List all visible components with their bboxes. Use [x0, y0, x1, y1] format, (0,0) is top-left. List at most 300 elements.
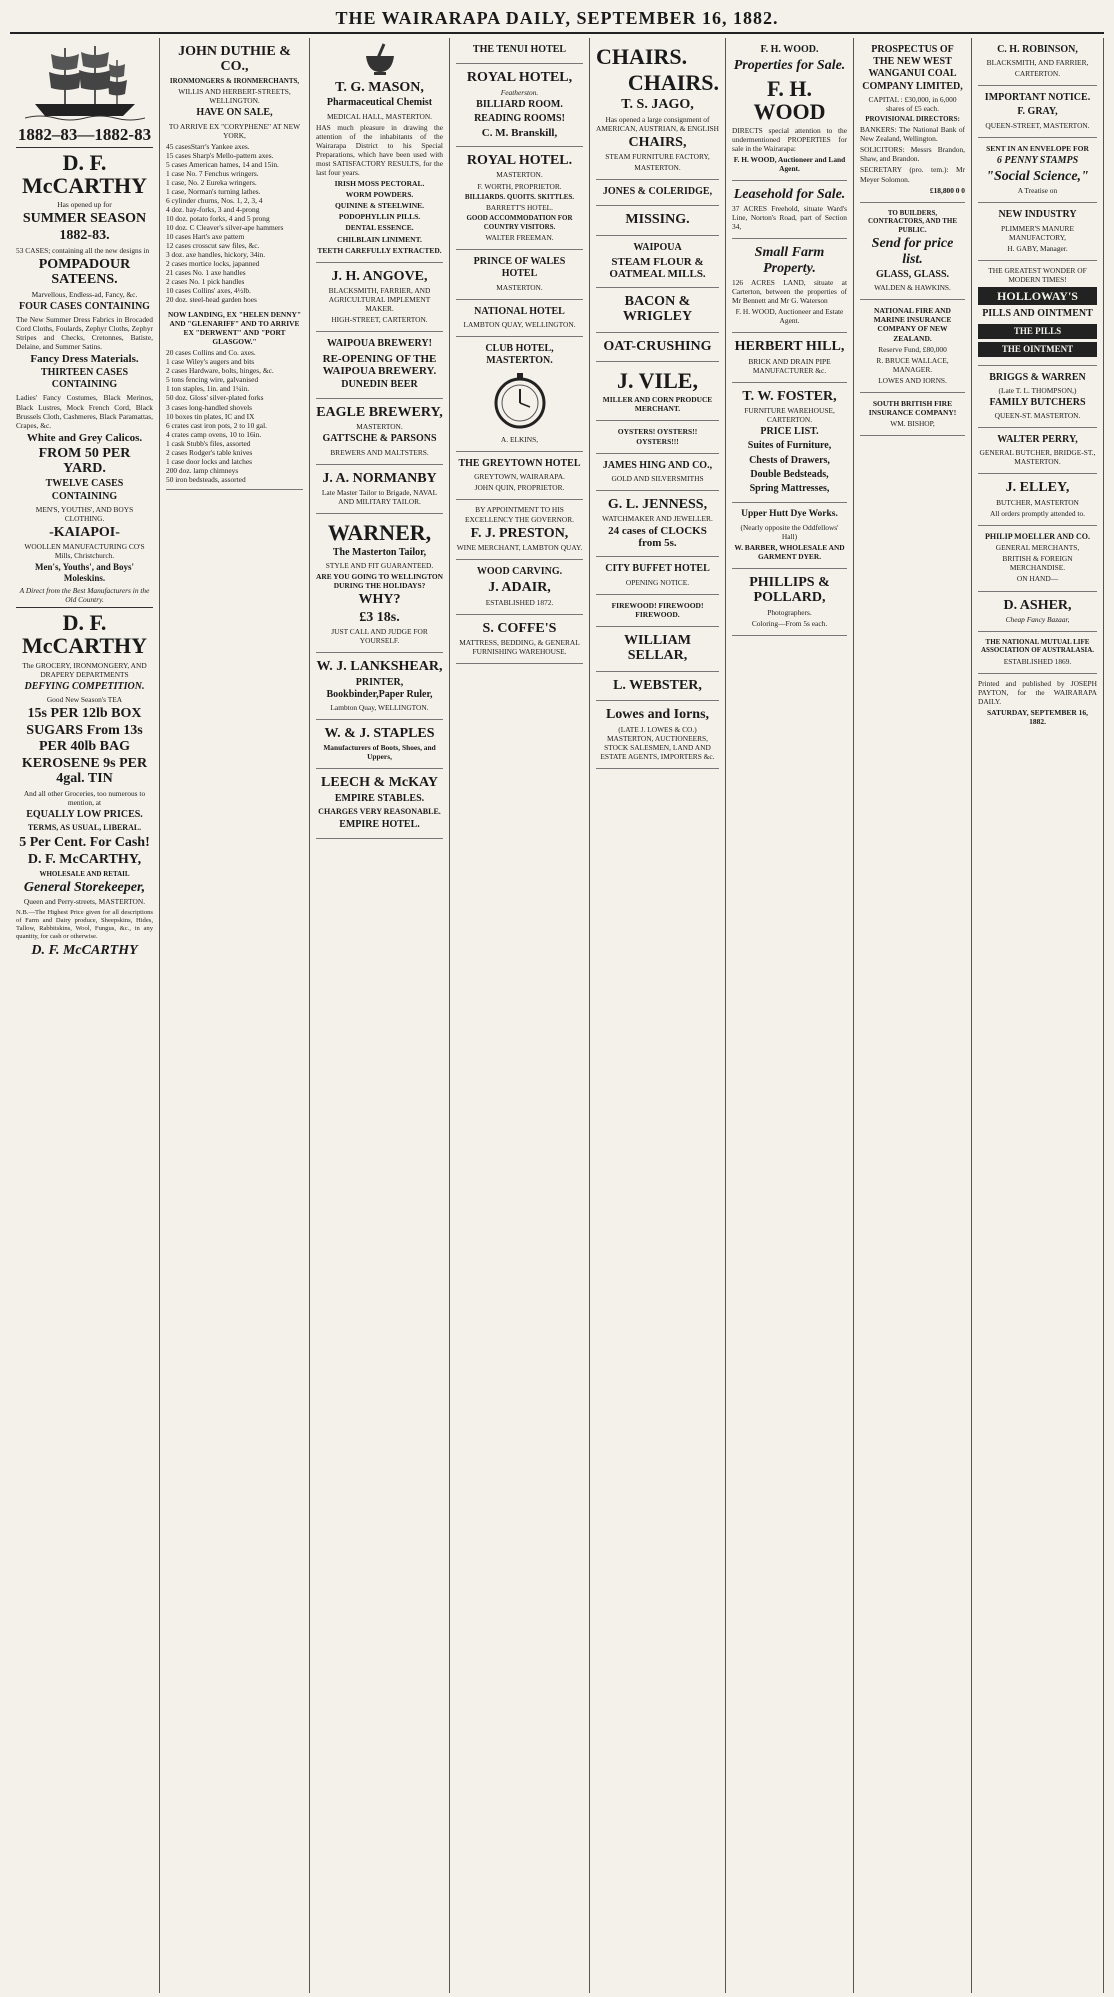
nz-insurance-title: NATIONAL FIRE AND MARINE INSURANCE COMPANY OF NEW ZEALAND. — [873, 306, 952, 343]
mutual-established: ESTABLISHED 1869. — [1003, 657, 1072, 666]
national-hotel-advert — [456, 300, 583, 337]
column-8 — [972, 38, 1104, 1993]
glass-heading: GLASS, GLASS. — [875, 268, 950, 280]
price-from-50: FROM 50 PER YARD. — [38, 445, 131, 477]
list-item: 1 case, No. 2 Eureka wringers. — [166, 177, 257, 187]
oysters-advert — [596, 421, 719, 453]
mutual-life-advert — [978, 632, 1097, 674]
jones-title: JONES & COLERIDGE, — [602, 186, 713, 198]
list-item: 2 cases No. 1 pick handles — [166, 277, 245, 287]
masthead: THE WAIRARAPA DAILY, SEPTEMBER 16, 1882. — [10, 8, 1104, 34]
kaiapoi-text: WOOLLEN MANUFACTURING CO'S Mills, Christchurch. — [24, 542, 145, 561]
list-item: 3 doz. axe handles, hickory, 34in. — [166, 250, 266, 259]
capital-line: CAPITAL : £30,000, in 6,000 shares of £5 each. — [868, 94, 957, 113]
dunedin-beer: DUNEDIN BEER — [341, 378, 418, 390]
branskill-name: C. M. Branskill, — [481, 126, 558, 139]
suit-price: £3 18s. — [359, 609, 400, 625]
duthie-arrive: TO ARRIVE EX "CORYPHENE" AT NEW YORK, — [168, 121, 301, 140]
clothes-question: ARE YOU GOING TO WELLINGTON DURING THE HOLIDAYS? — [316, 572, 443, 591]
duthie-list-1 — [166, 142, 303, 305]
city-sub: OPENING NOTICE. — [625, 577, 690, 587]
chairs-heading-3: CHAIRS, — [628, 134, 687, 150]
angove-title: J. H. ANGOVE, — [331, 268, 428, 284]
pills-ointment: PILLS AND OINTMENT — [982, 308, 1093, 320]
acres-126: 126 ACRES LAND, situate at Carterton, between the properties of Mr Bennett and Mr G. Waterson — [732, 278, 847, 306]
moeller-advert — [978, 526, 1097, 592]
billiards-quoits: BILLIARDS. QUOITS. SKITTLES. — [464, 192, 575, 201]
angove-trade: BLACKSMITH, FARRIER, AND AGRICULTURAL IMPLEMENT MAKER. — [328, 286, 431, 314]
preston-trade: WINE MERCHANT, LAMBTON QUAY. — [456, 542, 583, 552]
mason-item: PODOPHYLLIN PILLS. — [338, 212, 421, 222]
list-item: 2 cases mortice locks, japanned — [166, 259, 260, 269]
warner-sub: The Masterton Tailor, — [332, 547, 427, 559]
gaby-manager: H. GABY, Manager. — [1007, 243, 1068, 253]
freeman-name: WALTER FREEMAN. — [485, 233, 554, 243]
empire-stables: EMPIRE STABLES. — [334, 792, 425, 804]
price-list-heading: PRICE LIST. — [760, 426, 819, 438]
coffe-title: S. COFFE'S — [482, 620, 557, 636]
national-title: NATIONAL HOTEL — [474, 305, 565, 317]
jago-town: MASTERTON. — [634, 163, 681, 173]
opened-intro: Has opened up for — [57, 200, 112, 210]
mason-advert — [316, 38, 443, 263]
mills-heading: STEAM FLOUR & OATMEAL MILLS. — [609, 255, 706, 280]
important-notice: IMPORTANT NOTICE. — [984, 92, 1091, 104]
webster-title: L. WEBSTER, — [613, 677, 702, 693]
stamps-line: 6 PENNY STAMPS — [996, 154, 1079, 166]
total-line: £18,800 0 0 — [929, 185, 965, 195]
moeller-sub: BRITISH & FOREIGN MERCHANDISE. — [1002, 554, 1073, 573]
bankers-line: BANKERS: The National Bank of New Zealand, Wellington. — [860, 125, 965, 144]
social-science-title: "Social Science," — [986, 168, 1089, 184]
duthie-landing: NOW LANDING, EX "HELEN DENNY" AND "GLENARIFF" AND TO ARRIVE EX "DERWENT" AND "PORT GLASGOW." — [167, 310, 302, 347]
duthie-title: JOHN DUTHIE & CO., — [178, 44, 291, 75]
social-science-advert — [978, 138, 1097, 204]
general-storekeeper: General Storekeeper, — [23, 880, 146, 896]
why-heading: WHY? — [358, 592, 401, 608]
duthie-have-on-sale: HAVE ON SALE, — [196, 107, 273, 119]
lankshear-trade: PRINTER, Bookbinder,Paper Ruler, — [326, 676, 433, 700]
waipoua-brewery-advert — [316, 332, 443, 399]
oysters-heading: OYSTERS! OYSTERS!! OYSTERS!!! — [617, 427, 698, 446]
printed-by: Printed and published by JOSEPH PAYTON, for the WAIRARAPA DAILY. — [978, 679, 1097, 707]
mccarthy-title-3: D. F. McCARTHY, — [27, 852, 142, 868]
list-item: 200 doz. lamp chimneys — [166, 465, 239, 475]
wood-intro: DIRECTS special attention to the undermentioned PROPERTIES for sale in the Wairarapa: — [732, 125, 847, 153]
clocks-heading: 24 cases of CLOCKS from 5s. — [608, 525, 707, 550]
woodcarving-heading: WOOD CARVING. — [476, 565, 563, 577]
prospectus-title: PROSPECTUS OF THE NEW WEST WANGANUI COAL COMPANY LIMITED, — [862, 44, 963, 92]
the-pills-banner: THE PILLS — [978, 324, 1097, 339]
queen-perry-streets: Queen and Perry-streets, MASTERTON. — [23, 897, 146, 907]
foster-advert — [732, 383, 847, 503]
gray-address: QUEEN-STREET, MASTERTON. — [985, 120, 1090, 130]
list-item: 2 cases Rodger's table knives — [166, 447, 253, 457]
terms-liberal: TERMS, AS USUAL, LIBERAL. — [27, 823, 142, 833]
gray-title: F. GRAY, — [1017, 106, 1058, 118]
chairs-heading: CHAIRS. — [596, 44, 688, 69]
firewood-heading: FIREWOOD! FIREWOOD! FIREWOOD. — [611, 600, 704, 619]
list-item: 12 cases crosscut saw files, &c. — [166, 240, 260, 250]
hutt-heading: Upper Hutt Dye Works. — [741, 509, 838, 520]
jago-factory: STEAM FURNITURE FACTORY, — [605, 152, 710, 162]
bedsteads-heading: Double Bedsteads, — [750, 468, 829, 480]
column-5 — [590, 38, 726, 1993]
lowes-agents: LOWES AND IORNS. — [878, 375, 947, 385]
warner-advert — [316, 514, 443, 653]
greytown-sub: GREYTOWN, WAIRARAPA. — [474, 472, 565, 482]
calicos-heading: White and Grey Calicos. — [26, 431, 143, 444]
coal-company-prospectus — [860, 38, 965, 203]
four-cases-heading: FOUR CASES CONTAINING — [19, 300, 150, 312]
leech-title: LEECH & McKAY — [321, 775, 438, 791]
hill-trade: BRICK AND DRAIN PIPE MANUFACTURER &c. — [748, 356, 831, 375]
list-item: 1 case Wiley's augers and bits — [166, 357, 255, 367]
lowes-title: Lowes and Iorns, — [605, 707, 710, 723]
departments-text: The GROCERY, IRONMONGERY, AND DRAPERY DEPARTMENTS — [22, 660, 147, 679]
duthie-list-2 — [166, 348, 303, 483]
greytown-hotel-advert — [456, 452, 583, 500]
wood-advert — [732, 38, 847, 181]
chests-heading: Chests of Drawers, — [749, 454, 830, 466]
hing-advert — [596, 454, 719, 491]
season-years: 1882–83—1882-83 — [17, 125, 152, 144]
sellar-advert — [596, 627, 719, 672]
greytown-title: THE GREYTOWN HOTEL — [458, 458, 581, 470]
city-title: CITY BUFFET HOTEL — [605, 563, 710, 575]
phillips-advert — [732, 569, 847, 636]
list-item: 6 crates cast iron pots, 2 to 10 gal. — [166, 420, 267, 430]
mason-trade: Pharmaceutical Chemist — [326, 97, 433, 109]
charges-reasonable: CHARGES VERY REASONABLE. — [318, 807, 441, 817]
greatest-wonder: THE GREATEST WONDER OF MODERN TIMES! — [988, 265, 1087, 284]
equally-low-prices: EQUALLY LOW PRICES. — [26, 808, 143, 820]
hing-title: JAMES HING AND CO., — [602, 459, 713, 471]
pompadour-note: Marvellous, Endless-ad, Fancy, &c. — [31, 289, 138, 299]
appointment-text: BY APPOINTMENT TO HIS EXCELLENCY THE GOVERNOR. — [464, 505, 574, 524]
firewood-advert — [596, 595, 719, 627]
tenui-hotel-advert — [456, 38, 583, 64]
foster-trade: FURNITURE WAREHOUSE, CARTERTON. — [744, 406, 835, 425]
duthie-advert — [166, 38, 303, 490]
mason-item: DENTAL ESSENCE. — [345, 223, 414, 233]
on-hand: ON HAND— — [1016, 574, 1059, 584]
webster-advert — [596, 672, 719, 701]
adair-advert — [456, 560, 583, 615]
list-item: 10 cases Hart's axe pattern — [166, 231, 245, 241]
holloway-banner: HOLLOWAY'S — [978, 287, 1097, 306]
jenness-trade: WATCHMAKER AND JEWELLER. — [602, 514, 713, 524]
prince-title: PRINCE OF WALES HOTEL — [473, 256, 566, 280]
moeller-trade: GENERAL MERCHANTS, — [995, 543, 1080, 553]
barretts-hotel: BARRETT'S HOTEL. — [485, 203, 554, 213]
list-item: 1 case door locks and latches — [166, 456, 252, 466]
sellar-title: WILLIAM SELLAR, — [624, 632, 691, 664]
prince-of-wales-advert — [456, 250, 583, 299]
prince-town: MASTERTON. — [496, 282, 543, 292]
missing-notice — [596, 206, 719, 235]
wood-auctioneer-2: F. H. WOOD, Auctioneer and Estate Agent. — [735, 307, 844, 326]
list-item: 1 case, Norman's turning lathes. — [166, 186, 261, 196]
jago-sub: Has opened a large consignment of AMERICAN, AUSTRIAN, & ENGLISH — [596, 114, 719, 133]
preston-title: F. J. PRESTON, — [470, 525, 569, 541]
properties-for-sale: Properties for Sale. — [733, 58, 846, 74]
bishop-name: WM. BISHOP, — [890, 419, 935, 429]
summer-season: SUMMER SEASON — [22, 211, 147, 227]
briggs-address: QUEEN-ST. MASTERTON. — [994, 410, 1081, 420]
mason-intro: HAS much pleasure in drawing the attention of the inhabitants of the Wairarapa District to his Special Preparations, which have been used with most SATISFACTORY RESULTS, for the last four years. — [316, 122, 443, 177]
manure-title: PLIMMER'S MANURE MANUFACTORY, — [1001, 223, 1074, 242]
other-groceries: And all other Groceries, too numerous to mention, at — [23, 788, 146, 807]
elley-title: J. ELLEY, — [1005, 480, 1070, 496]
secretary-line: SECRETARY (pro. tem.): Mr Meyer Solomon. — [860, 165, 965, 184]
phillips-sub: Photographers. — [767, 607, 812, 617]
suites-heading: Suites of Furniture, — [747, 440, 832, 452]
established-year: ESTABLISHED 1872. — [485, 597, 554, 607]
mason-hall: MEDICAL HALL, MASTERTON. — [326, 111, 433, 121]
coffe-advert — [456, 615, 583, 664]
royal-hotel-featherston — [456, 64, 583, 147]
list-item: 5 cases American hames, 14 and 15in. — [166, 159, 279, 169]
list-item: 10 cases Collins' axes, 4½lb. — [166, 286, 251, 296]
list-item: 1 case No. 7 Fenchus wringers. — [166, 168, 259, 178]
robinson-town: CARTERTON. — [1014, 69, 1061, 79]
national-town: LAMBTON QUAY, WELLINGTON. — [463, 319, 576, 329]
builders-heading: TO BUILDERS, CONTRACTORS, AND THE PUBLIC. — [867, 208, 957, 234]
eagle-town: MASTERTON. — [356, 422, 403, 432]
divider — [16, 147, 153, 148]
directors-heading: PROVISIONAL DIRECTORS: — [865, 114, 960, 123]
mattresses-heading: Spring Mattresses, — [749, 483, 830, 494]
gattsche-sub: BREWERS AND MALTSTERS. — [330, 447, 429, 457]
oat-heading: OAT-CRUSHING — [603, 338, 712, 354]
column-6 — [726, 38, 854, 1993]
list-item: 45 casesStarr's Yankee axes. — [166, 141, 250, 151]
robinson-trade: BLACKSMITH, AND FARRIER, — [986, 58, 1089, 68]
tea-price: 15s PER 12lb BOX — [27, 705, 142, 721]
dye-works-advert — [732, 503, 847, 569]
phillips-title: PHILLIPS & POLLARD, — [749, 574, 830, 606]
mutual-title: THE NATIONAL MUTUAL LIFE ASSOCIATION OF AUSTRALASIA. — [981, 637, 1094, 655]
jones-advert — [596, 180, 719, 206]
country-accommodation: GOOD ACCOMMODATION FOR COUNTRY VISITORS. — [466, 214, 573, 231]
bacon-wrigley-advert — [596, 288, 719, 333]
missing-heading: MISSING. — [625, 212, 690, 228]
defying-competition: DEFYING COMPETITION. — [24, 680, 145, 692]
tenui-title: THE TENUI HOTEL — [472, 44, 567, 55]
wallace-manager: R. BRUCE WALLACE, MANAGER. — [876, 355, 949, 374]
briggs-title: BRIGGS & WARREN — [989, 371, 1086, 383]
south-british-advert — [860, 393, 965, 436]
mason-title: T. G. MASON, — [335, 80, 424, 96]
staples-trade: Manufacturers of Boots, Shoes, and Uppers, — [323, 743, 436, 762]
wood-title: F. H. WOOD — [753, 75, 826, 124]
mccarthy-signature: D. F. McCARTHY — [31, 942, 138, 958]
hotel-illustration — [456, 371, 583, 431]
lankshear-advert — [316, 653, 443, 720]
reading-rooms: READING ROOMS! — [474, 112, 565, 124]
elkins-name: A. ELKINS, — [500, 435, 539, 445]
list-item: 4 crates camp ovens, 10 to 16in. — [166, 429, 262, 439]
new-industry: NEW INDUSTRY — [998, 209, 1077, 221]
column-1 — [10, 38, 160, 1993]
list-item: 21 cases No. 1 axe handles — [166, 268, 246, 278]
list-item: 50 doz. Gloss' silver-plated forks — [166, 393, 264, 403]
list-item: 4 doz. hay-forks, 3 and 4-prong — [166, 204, 260, 214]
brewery-title: WAIPOUA BREWERY! — [327, 338, 432, 350]
list-item: 2 cases Hardware, bolts, hinges, &c. — [166, 366, 274, 376]
list-item: 10 doz. C Cleaver's silver-ape hammers — [166, 222, 284, 232]
brewery-reopening: RE-OPENING OF THE WAIPOUA BREWERY. — [322, 352, 437, 377]
wood-header: F. H. WOOD. — [760, 44, 819, 55]
hill-title: HERBERT HILL, — [734, 339, 845, 355]
summer-years: 1882-83. — [59, 228, 110, 244]
produce-footnote: N.B.—The Highest Price given for all descriptions of Farm and Dairy produce, Sheepskins, Hides, Tallow, Rabbitskins, Wool, Fungus, &c., in any quantity, for cash or otherwise. — [16, 908, 153, 940]
columns — [10, 38, 1104, 1993]
south-british-title: SOUTH BRITISH FIRE INSURANCE COMPANY! — [868, 398, 957, 417]
leech-advert — [316, 769, 443, 839]
foster-title: T. W. FOSTER, — [742, 388, 837, 404]
vile-title: J. VILE, — [617, 368, 698, 394]
orders-attended: All orders promptly attended to. — [989, 508, 1086, 518]
coloring-price: Coloring—From 5s each. — [751, 618, 828, 628]
small-farm-heading: Small Farm Property. — [754, 245, 825, 276]
divider — [16, 607, 153, 608]
envelope-line: SENT IN AN ENVELOPE FOR — [986, 143, 1089, 153]
thirteen-cases-heading: THIRTEEN CASES CONTAINING — [40, 367, 129, 391]
preston-advert — [456, 500, 583, 559]
list-item: 20 cases Collins and Co. axes. — [166, 348, 256, 358]
moleskins-heading: Men's, Youths', and Boys' Moleskins. — [35, 562, 134, 584]
list-item: 10 doz. potato forks, 4 and 5 prong — [166, 213, 270, 223]
quin-proprietor: JOHN QUIN, PROPRIETOR. — [474, 483, 565, 493]
barber-title: W. BARBER, WHOLESALE AND GARMENT DYER. — [734, 542, 845, 561]
city-buffet-advert — [596, 557, 719, 594]
wholesale-retail: WHOLESALE AND RETAIL — [39, 869, 130, 878]
list-item: 20 doz. steel-head garden hoes — [166, 295, 257, 305]
jago-advert — [596, 38, 719, 180]
list-item: 15 cases Sharp's Mello-pattern axes. — [166, 150, 274, 160]
mortar-pestle-icon — [316, 42, 443, 78]
direct-import-note: A Direct from the Best Manufacturers in the Old Country. — [19, 586, 150, 605]
cash-discount: 5 Per Cent. For Cash! — [19, 834, 150, 850]
jago-title: T. S. JAGO, — [621, 97, 694, 113]
mason-item: QUININE & STEELWINE. — [334, 201, 425, 211]
national-insurance-advert — [860, 300, 965, 393]
hill-advert — [732, 333, 847, 382]
judge-yourself: JUST CALL AND JUDGE FOR YOURSELF. — [331, 627, 428, 646]
elley-trade: BUTCHER, MASTERTON — [996, 497, 1079, 507]
duthie-address: WILLIS AND HERBERT-STREETS, WELLINGTON. — [178, 87, 291, 106]
angove-address: HIGH-STREET, CARTERTON. — [331, 315, 428, 325]
normanby-title: J. A. NORMANBY — [322, 470, 437, 486]
lowes-sub: (LATE J. LOWES & CO.) MASTERTON, AUCTIONEERS, STOCK SALESMEN, LAND AND ESTATE AGENTS, IMPORTERS &c. — [600, 724, 715, 761]
pocket-watch-icon — [490, 371, 550, 431]
eagle-brewery-advert — [316, 399, 443, 465]
four-cases-text: The New Summer Dress Fabrics in Brocaded Cord Cloths, Foulards, Zephyr Cloths, Zephyr Stripes and Checks, Cretonnes, Batiste, Delaine, and Summer Satins. — [16, 314, 153, 351]
staples-title: W. & J. STAPLES — [324, 726, 435, 741]
sailing-ship-icon — [25, 42, 145, 122]
kaiapoi-heading: -KAIAPOI- — [49, 524, 120, 540]
empire-hotel: EMPIRE HOTEL. — [339, 818, 420, 830]
royal-hotel-masterton — [456, 147, 583, 250]
teeth-extracted: TEETH CAREFULLY EXTRACTED. — [317, 245, 442, 255]
tea-heading: Good New Season's TEA — [46, 694, 123, 704]
gattsche-title: GATTSCHE & PARSONS — [322, 433, 437, 445]
mason-item: CHILBLAIN LINIMENT. — [337, 234, 422, 244]
walden-hawkins: WALDEN & HAWKINS. — [874, 283, 951, 293]
cases-intro: 53 CASES; containing all the new designs in — [16, 245, 150, 255]
column-7 — [854, 38, 972, 1993]
sugar-price: SUGARS From 13s PER 40lb BAG — [26, 723, 143, 754]
jenness-advert — [596, 491, 719, 558]
the-ointment-banner: THE OINTMENT — [978, 342, 1097, 357]
list-item: 5 tons fencing wire, galvanised — [166, 375, 259, 385]
twelve-cases-heading: TWELVE CASES CONTAINING — [45, 478, 124, 502]
perry-trade: GENERAL BUTCHER, BRIDGE-ST., MASTERTON. — [979, 448, 1096, 467]
mccarthy-title: D. F. McCARTHY — [21, 149, 148, 198]
briggs-advert — [978, 366, 1097, 428]
oat-crushing-advert — [596, 333, 719, 362]
imprint-date: SATURDAY, SEPTEMBER 16, 1882. — [987, 708, 1088, 727]
chairs-heading-2: CHAIRS. — [627, 70, 719, 96]
list-item: 50 iron bedsteads, assorted — [166, 474, 246, 484]
gray-advert — [978, 86, 1097, 137]
staples-advert — [316, 720, 443, 769]
column-3 — [310, 38, 450, 1993]
list-item: 10 boxes tin plates, IC and IX — [166, 411, 255, 421]
vile-trade: MILLER AND CORN PRODUCE MERCHANT. — [602, 395, 713, 414]
robinson-title: C. H. ROBINSON, — [997, 44, 1078, 55]
send-price-list: Send for price list. — [871, 236, 954, 267]
perry-title: WALTER PERRY, — [997, 433, 1078, 445]
hutt-sub: (Nearly opposite the Oddfellows' Hall) — [740, 522, 839, 541]
fancy-dress-heading: Fancy Dress Materials. — [30, 353, 139, 365]
angove-advert — [316, 263, 443, 333]
royal-title: ROYAL HOTEL, — [466, 70, 573, 86]
reserve-fund: Reserve Fund, £80,000 — [878, 344, 947, 354]
jenness-title: G. L. JENNESS, — [607, 496, 708, 512]
waipoua-heading: WAIPOUA — [633, 241, 682, 253]
column-4 — [450, 38, 590, 1993]
elley-advert — [978, 474, 1097, 525]
solicitors-line: SOLICITORS: Messrs Brandon, Shaw, and Brandon. — [860, 145, 965, 164]
robinson-advert — [978, 38, 1097, 86]
hing-trade: GOLD AND SILVERSMITHS — [611, 473, 704, 483]
perry-advert — [978, 428, 1097, 474]
mccarthy-title-2: D. F. McCARTHY — [21, 610, 148, 659]
warner-title: WARNER, — [327, 519, 432, 545]
duthie-trade: IRONMONGERS & IRONMERCHANTS, — [169, 76, 300, 85]
holloway-advert — [978, 261, 1097, 366]
worth-proprietor: F. WORTH, PROPRIETOR. — [477, 181, 562, 191]
ship-illustration — [16, 42, 153, 122]
family-butchers: FAMILY BUTCHERS — [989, 396, 1086, 408]
asher-advert — [978, 592, 1097, 632]
twelve-cases-text: MEN'S, YOUTHS', AND BOYS CLOTHING. — [35, 504, 134, 523]
lankshear-address: Lambton Quay, WELLINGTON. — [330, 702, 429, 712]
mason-item: WORM POWDERS. — [345, 189, 414, 199]
lankshear-title: W. J. LANKSHEAR, — [316, 659, 443, 675]
wood-auctioneer: F. H. WOOD, Auctioneer and Land Agent. — [733, 154, 846, 173]
small-farm-advert — [732, 239, 847, 333]
coffe-trade: MATTRESS, BEDDING, & GENERAL FURNISHING WAREHOUSE. — [459, 637, 580, 656]
thirteen-cases-text: Ladies' Fancy Costumes, Black Merinos, Black Lustres, Mock French Cord, Black Brussels Cloth, Cashmeres, Black Paramattas, Crapes, &c. — [16, 393, 153, 430]
waipoua-mills-advert — [596, 236, 719, 288]
mason-item: IRISH MOSS PECTORAL. — [334, 178, 425, 188]
normanby-sub: Late Master Tailor to Brigade, NAVAL AND MILITARY TAILOR. — [321, 487, 438, 506]
warner-style: STYLE AND FIT GUARANTEED. — [325, 561, 434, 571]
